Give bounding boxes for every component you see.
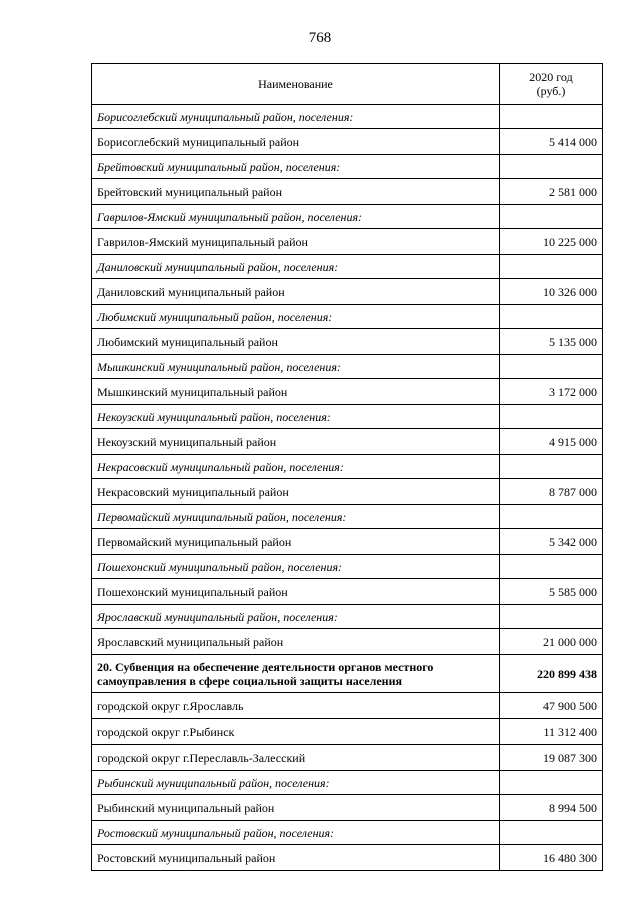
group-header-row	[92, 605, 603, 629]
row-name-cell: Некрасовский муниципальный район, поселения:	[92, 455, 500, 479]
row-name-cell: Мышкинский муниципальный район	[92, 379, 500, 405]
section-total-row	[92, 655, 603, 693]
table-row	[92, 845, 603, 871]
row-name-cell: городской округ г.Переславль-Залесский	[92, 745, 500, 771]
row-amount-cell: 5 342 000	[500, 529, 603, 555]
table-row	[92, 429, 603, 455]
table-row	[92, 129, 603, 155]
row-name-cell: Ярославский муниципальный район, поселения:	[92, 605, 500, 629]
group-header-row	[92, 771, 603, 795]
table-row	[92, 229, 603, 255]
row-name-cell: Первомайский муниципальный район, поселения:	[92, 505, 500, 529]
row-name-cell: Даниловский муниципальный район	[92, 279, 500, 305]
row-amount-cell: 47 900 500	[500, 693, 603, 719]
table-row	[92, 693, 603, 719]
row-name-cell: 20. Субвенция на обеспечение деятельности органов местного самоуправления в сфере социальной защиты населения	[92, 655, 500, 693]
table-row	[92, 329, 603, 355]
table-row	[92, 745, 603, 771]
row-name-cell: Пошехонский муниципальный район	[92, 579, 500, 605]
group-header-row	[92, 105, 603, 129]
row-name-cell: Некоузский муниципальный район, поселения:	[92, 405, 500, 429]
table-row	[92, 379, 603, 405]
row-amount-cell	[500, 505, 603, 529]
group-header-row	[92, 205, 603, 229]
row-amount-cell	[500, 355, 603, 379]
row-amount-cell	[500, 155, 603, 179]
row-amount-cell: 5 135 000	[500, 329, 603, 355]
row-amount-cell: 5 414 000	[500, 129, 603, 155]
amount-column-header	[500, 64, 603, 105]
table-row	[92, 179, 603, 205]
group-header-row	[92, 505, 603, 529]
table-row	[92, 479, 603, 505]
row-name-cell: Гаврилов-Ямский муниципальный район, поселения:	[92, 205, 500, 229]
row-name-cell: Мышкинский муниципальный район, поселения:	[92, 355, 500, 379]
table-row	[92, 795, 603, 821]
row-amount-cell: 2 581 000	[500, 179, 603, 205]
group-header-row	[92, 555, 603, 579]
row-amount-cell: 10 225 000	[500, 229, 603, 255]
row-name-cell: Ростовский муниципальный район	[92, 845, 500, 871]
row-amount-cell	[500, 305, 603, 329]
row-amount-cell: 220 899 438	[500, 655, 603, 693]
row-amount-cell	[500, 255, 603, 279]
row-name-cell: Ростовский муниципальный район, поселения:	[92, 821, 500, 845]
row-amount-cell	[500, 605, 603, 629]
row-amount-cell: 19 087 300	[500, 745, 603, 771]
table-row	[92, 279, 603, 305]
page-number: 768	[308, 30, 332, 46]
row-amount-cell: 10 326 000	[500, 279, 603, 305]
row-amount-cell	[500, 405, 603, 429]
group-header-row	[92, 821, 603, 845]
row-amount-cell: 8 787 000	[500, 479, 603, 505]
row-name-cell: Некоузский муниципальный район	[92, 429, 500, 455]
row-amount-cell	[500, 105, 603, 129]
row-name-cell: Рыбинский муниципальный район	[92, 795, 500, 821]
table-body	[92, 105, 603, 871]
budget-table	[91, 63, 603, 871]
row-name-cell: Любимский муниципальный район, поселения:	[92, 305, 500, 329]
row-name-cell: Брейтовский муниципальный район	[92, 179, 500, 205]
row-amount-cell: 8 994 500	[500, 795, 603, 821]
row-amount-cell	[500, 821, 603, 845]
row-name-cell: Борисоглебский муниципальный район	[92, 129, 500, 155]
row-name-cell: Рыбинский муниципальный район, поселения:	[92, 771, 500, 795]
row-amount-cell: 5 585 000	[500, 579, 603, 605]
group-header-row	[92, 455, 603, 479]
table-header-row	[92, 64, 603, 105]
group-header-row	[92, 305, 603, 329]
row-name-cell: городской округ г.Рыбинск	[92, 719, 500, 745]
row-amount-cell	[500, 205, 603, 229]
amount-header-unit: (руб.)	[536, 84, 566, 98]
row-name-cell: Брейтовский муниципальный район, поселения:	[92, 155, 500, 179]
group-header-row	[92, 355, 603, 379]
table-row	[92, 529, 603, 555]
table-row	[92, 629, 603, 655]
name-column-header: Наименование	[92, 64, 500, 105]
group-header-row	[92, 255, 603, 279]
row-amount-cell: 21 000 000	[500, 629, 603, 655]
row-amount-cell: 3 172 000	[500, 379, 603, 405]
row-amount-cell	[500, 555, 603, 579]
row-name-cell: Любимский муниципальный район	[92, 329, 500, 355]
row-amount-cell: 16 480 300	[500, 845, 603, 871]
table-row	[92, 719, 603, 745]
row-name-cell: Гаврилов-Ямский муниципальный район	[92, 229, 500, 255]
row-name-cell: Некрасовский муниципальный район	[92, 479, 500, 505]
row-name-cell: Ярославский муниципальный район	[92, 629, 500, 655]
row-name-cell: Даниловский муниципальный район, поселения:	[92, 255, 500, 279]
row-amount-cell	[500, 455, 603, 479]
group-header-row	[92, 155, 603, 179]
amount-header-year: 2020 год	[529, 70, 573, 84]
group-header-row	[92, 405, 603, 429]
row-amount-cell: 11 312 400	[500, 719, 603, 745]
row-amount-cell	[500, 771, 603, 795]
table-row	[92, 579, 603, 605]
row-name-cell: Пошехонский муниципальный район, поселения:	[92, 555, 500, 579]
row-name-cell: Первомайский муниципальный район	[92, 529, 500, 555]
row-name-cell: городской округ г.Ярославль	[92, 693, 500, 719]
row-name-cell: Борисоглебский муниципальный район, поселения:	[92, 105, 500, 129]
row-amount-cell: 4 915 000	[500, 429, 603, 455]
